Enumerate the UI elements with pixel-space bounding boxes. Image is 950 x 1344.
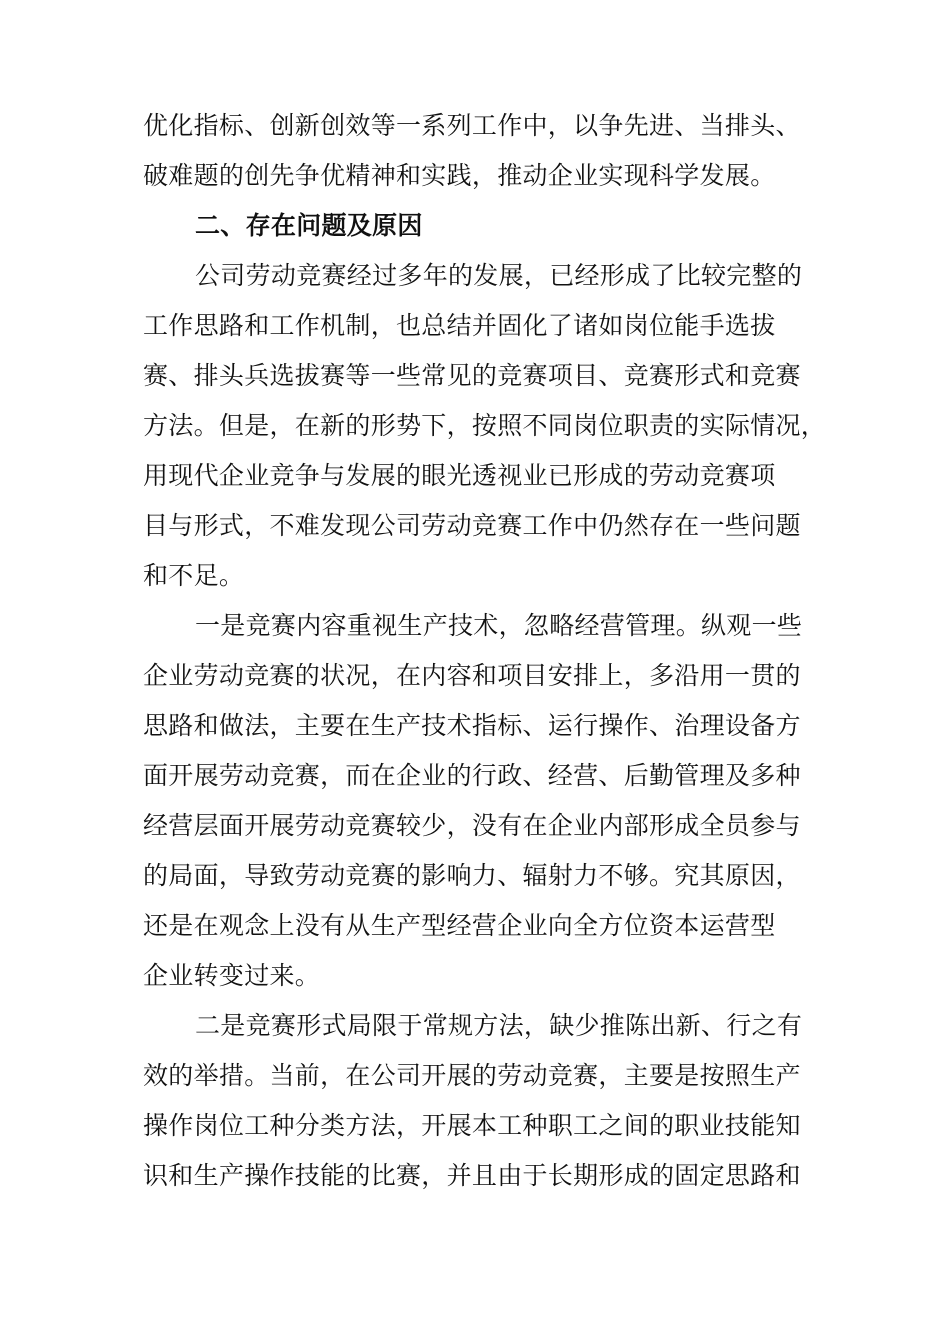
section-heading: 二、存在问题及原因 [195,211,423,240]
paragraph-point-one-line-8: 企业转变过来。 [143,961,321,990]
paragraph-point-one-line-7: 还是在观念上没有从生产型经营企业向全方位资本运营型 [143,911,776,940]
paragraph-intro-line-4: 方法。但是，在新的形势下，按照不同岗位职责的实际情况， [143,411,827,440]
paragraph-point-one-line-5: 经营层面开展劳动竞赛较少，没有在企业内部形成全员参与 [143,811,801,840]
paragraph-intro-line-6: 目与形式，不难发现公司劳动竞赛工作中仍然存在一些问题 [143,511,801,540]
paragraph-intro-line-2: 工作思路和工作机制，也总结并固化了诸如岗位能手选拔 [143,311,776,340]
paragraph-intro-line-5: 用现代企业竞争与发展的眼光透视业已形成的劳动竞赛项 [143,461,776,490]
paragraph-intro-line-3: 赛、排头兵选拔赛等一些常见的竞赛项目、竞赛形式和竞赛 [143,361,801,390]
paragraph-continued-line-1: 优化指标、创新创效等一系列工作中，以争先进、当排头、 [143,111,801,140]
paragraph-point-two-line-4: 识和生产操作技能的比赛，并且由于长期形成的固定思路和 [143,1161,801,1190]
paragraph-point-one-line-4: 面开展劳动竞赛，而在企业的行政、经营、后勤管理及多种 [143,761,801,790]
paragraph-point-one-line-6: 的局面，导致劳动竞赛的影响力、辐射力不够。究其原因， [143,861,801,890]
paragraph-point-one-line-2: 企业劳动竞赛的状况，在内容和项目安排上，多沿用一贯的 [143,661,801,690]
paragraph-point-two-line-3: 操作岗位工种分类方法，开展本工种职工之间的职业技能知 [143,1111,801,1140]
paragraph-point-two-line-2: 效的举措。当前，在公司开展的劳动竞赛，主要是按照生产 [143,1061,801,1090]
paragraph-intro-line-1: 公司劳动竞赛经过多年的发展，已经形成了比较完整的 [195,261,803,290]
paragraph-continued-line-2: 破难题的创先争优精神和实践，推动企业实现科学发展。 [143,161,776,190]
paragraph-point-one-line-1: 一是竞赛内容重视生产技术，忽略经营管理。纵观一些 [195,611,803,640]
paragraph-intro-line-7: 和不足。 [143,561,245,590]
paragraph-point-one-line-3: 思路和做法，主要在生产技术指标、运行操作、治理设备方 [143,711,801,740]
paragraph-point-two-line-1: 二是竞赛形式局限于常规方法，缺少推陈出新、行之有 [195,1011,803,1040]
